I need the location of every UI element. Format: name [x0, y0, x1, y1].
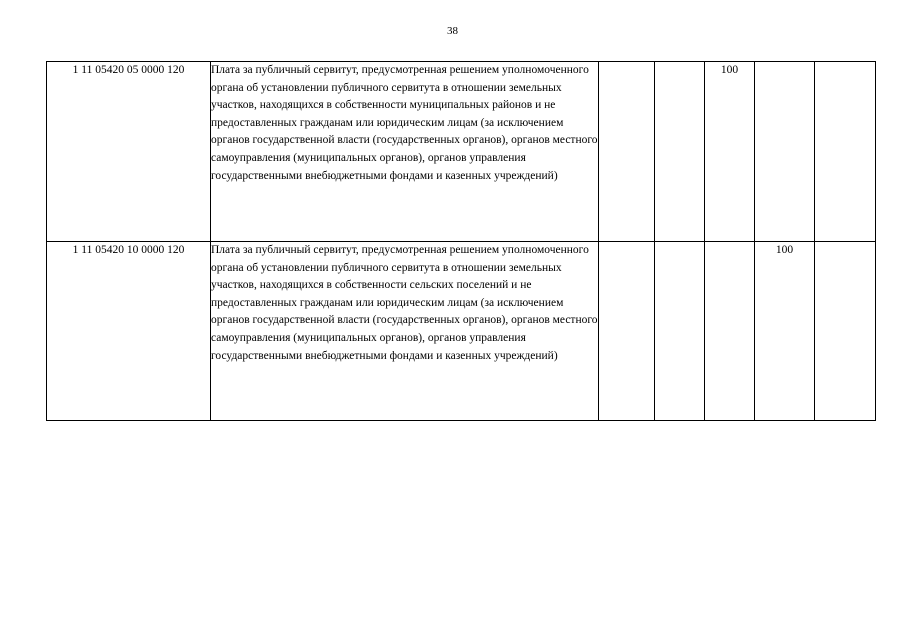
value-cell [755, 62, 815, 242]
budget-code-cell: 1 11 05420 10 0000 120 [47, 242, 211, 421]
value-cell: 100 [755, 242, 815, 421]
value-cell [705, 242, 755, 421]
revenue-description-cell: Плата за публичный сервитут, предусмотренная решением уполномоченного органа об установлении публичного сервитута в отношении земельных участков, находящихся в собственности муниципальных районов и не предоставленных гражданам или юридическим лицам (за исключением органов государственной власти (государственных органов), органов местного самоуправления (муниципальных органов), органов управления государственными внебюджетными фондами и казенных учреждений) [211, 62, 599, 242]
value-cell [655, 62, 705, 242]
table-row [47, 242, 876, 421]
value-cell: 100 [705, 62, 755, 242]
budget-classification-table [46, 61, 876, 421]
value-cell [599, 62, 655, 242]
value-cell [815, 62, 876, 242]
revenue-description-cell: Плата за публичный сервитут, предусмотренная решением уполномоченного органа об установлении публичного сервитута в отношении земельных участков, находящихся в собственности сельских поселений и не предоставленных гражданам или юридическим лицам (за исключением органов государственной власти (государственных органов), органов местного самоуправления (муниципальных органов), органов управления государственными внебюджетными фондами и казенных учреждений) [211, 242, 599, 421]
value-cell [599, 242, 655, 421]
table-row [47, 62, 876, 242]
budget-code-cell: 1 11 05420 05 0000 120 [47, 62, 211, 242]
value-cell [655, 242, 705, 421]
value-cell [815, 242, 876, 421]
page-number: 38 [447, 25, 458, 37]
